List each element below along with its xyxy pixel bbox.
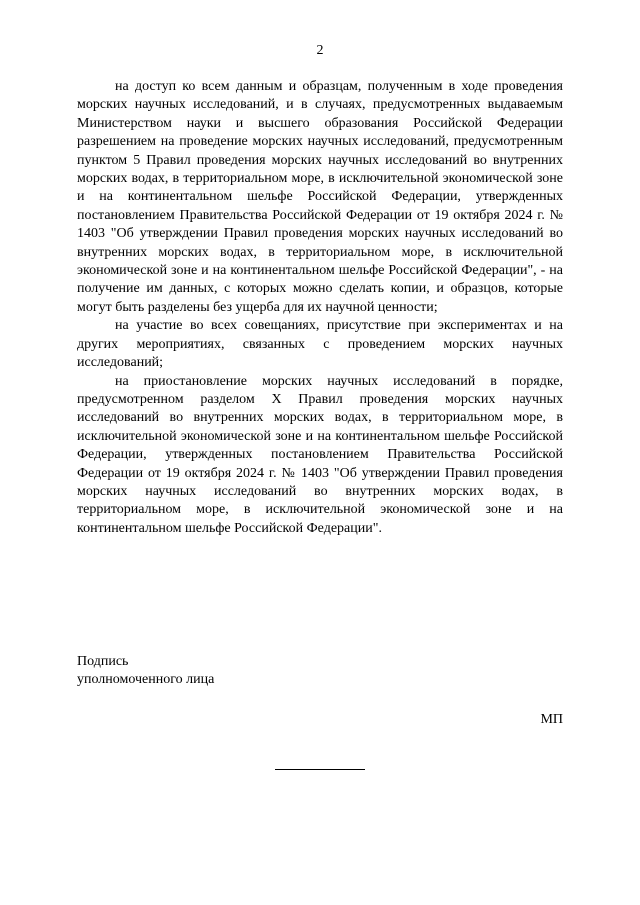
paragraph-research-suspension: на приостановление морских научных исследований в порядке, предусмотренном разделом X Правил проведения морских научных исследований во внутренних морских водах, в территориальном море, в исключительной экономической зоне и на континентальном шельфе Российской Федерации, утвержденных постановлением Правительства Российской Федерации от 19 октября 2024 г. № 1403 "Об утверждении Правил проведения морских научных исследований во внутренних морских водах, в территориальном море, в исключительной экономической зоне и на континентальном шельфе Российской Федерации".: [77, 373, 563, 536]
signature-authorized-person: уполномоченного лица: [77, 672, 215, 688]
paragraph-data-access: на доступ ко всем данным и образцам, полученным в ходе проведения морских научных исследований, и в случаях, предусмотренных выдаваемым Министерством науки и высшего образования Российской Федерации разрешением на проведение морских научных исследований, предусмотренным пунктом 5 Правил проведения морских научных исследований во внутренних морских водах, в территориальном море, в исключительной экономической зоне и на континентальном шельфе Российской Федерации, утвержденных постановлением Правительства Российской Федерации от 19 октября 2024 г. № 1403 "Об утверждении Правил проведения морских научных исследований во внутренних морских водах, в территориальном море, в исключительной экономической зоне и на континентальном шельфе Российской Федерации", - на получение им данных, с которых можно сделать копии, и образцов, которые могут быть разделены без ущерба для их научной ценности;: [77, 79, 563, 315]
paragraph-meeting-participation: на участие во всех совещаниях, присутствие при экспериментах и на других мероприятиях, связанных с проведением морских научных исследований;: [77, 318, 563, 371]
document-body: [77, 78, 563, 538]
signature-label: Подпись: [77, 654, 129, 669]
signature-block: [77, 653, 214, 690]
page-number: 2: [316, 43, 324, 58]
document-end-divider: [275, 769, 365, 770]
stamp-place-label: МП: [540, 712, 563, 727]
